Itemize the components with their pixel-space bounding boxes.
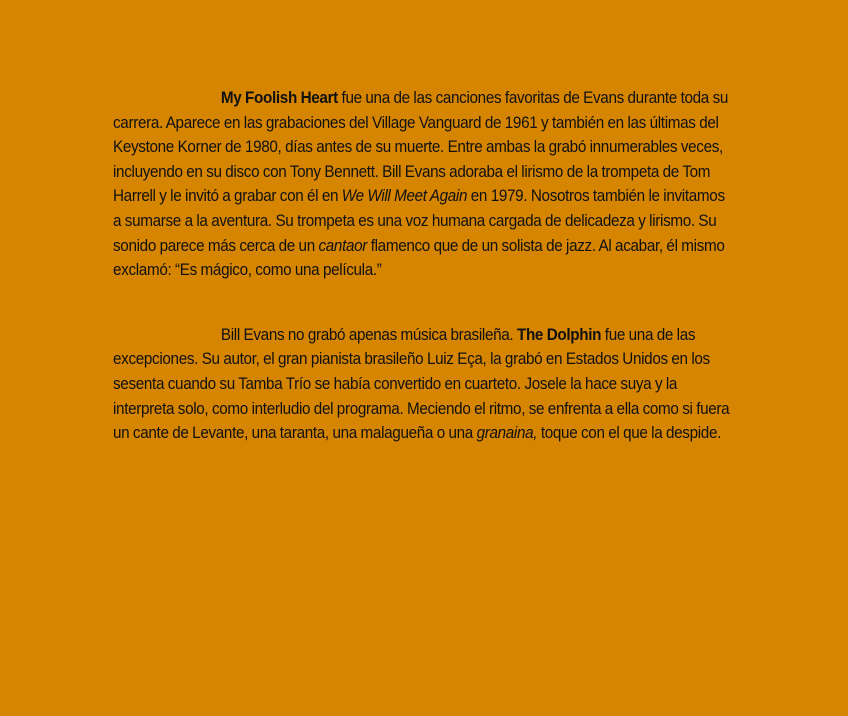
paragraph-text: Bill Evans no grabó apenas música brasileña. — [220, 325, 517, 344]
paragraph-text: fue una de las canciones favoritas de Evans durante toda su carrera. Aparece en las grabaciones del Village Vanguard de 1961 y también en las últimas del Keystone Korner de 1980, días antes de su muerte. Entre ambas la grabó innumerables veces, incluyendo en su disco con Tony Bennett. Bill Evans adoraba el lirismo de la trompeta de Tom Harrell y le invitó a grabar con él en — [113, 89, 729, 206]
term-granaina: granaina, — [476, 424, 538, 443]
song-title-my-foolish-heart: My Foolish Heart — [220, 89, 338, 107]
term-cantaor: cantaor — [318, 236, 368, 255]
paragraph-text: fue una de las excepciones. Su autor, el gran pianista brasileño Luiz Eça, la grabó en Estados Unidos en los sesenta cuando su Tamba Trío se había convertido en cuarteto. Josele la hace suya y la interpreta solo, como interludio del programa. Meciendo el ritmo, se enfrenta a ella como si fuera un cante de Levante, una taranta, una malagueña o una — [113, 325, 730, 443]
paragraph-text: en 1979. Nosotros también le invitamos a sumarse a la aventura. Su trompeta es una voz humana cargada de delicadeza y lirismo. Su sonido parece más cerca de un — [113, 187, 725, 255]
album-title-we-will-meet-again: We Will Meet Again — [341, 187, 468, 206]
song-title-the-dolphin: The Dolphin — [516, 325, 602, 344]
paragraph-the-dolphin — [113, 323, 734, 446]
document-body — [113, 86, 735, 446]
paragraph-my-foolish-heart — [113, 86, 734, 283]
paragraph-text: toque con el que la despide. — [537, 424, 722, 443]
paragraph-text: flamenco que de un solista de jazz. Al acabar, él mismo exclamó: “Es mágico, como una película.” — [113, 236, 725, 280]
